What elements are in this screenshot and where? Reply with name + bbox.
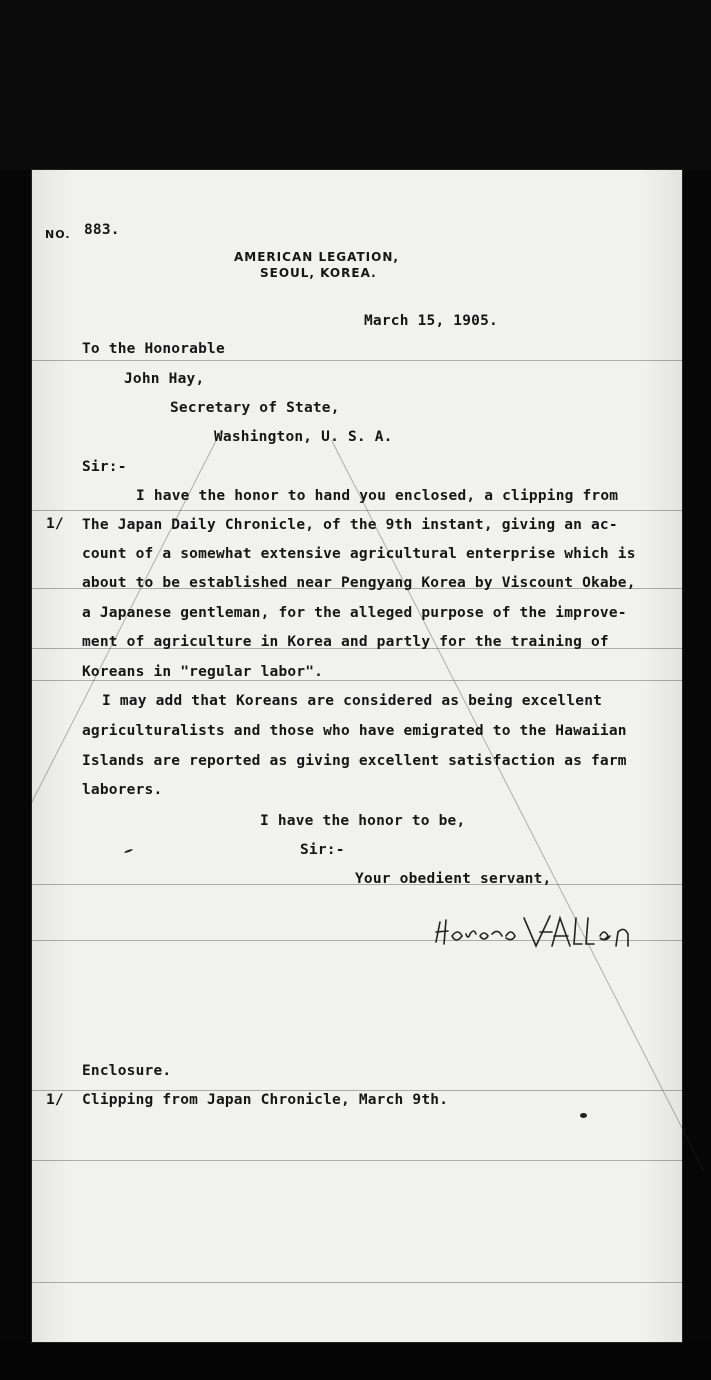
enclosure-label: Enclosure. [82,1063,172,1079]
body-line: about to be established near Pengyang Korea by Viscount Okabe, [82,575,636,591]
addressee-line: To the Honorable [82,341,225,357]
closing-line: I have the honor to be, [260,813,466,829]
closing-line: Your obedient servant, [355,871,552,887]
enclosure-item: Clipping from Japan Chronicle, March 9th. [82,1092,449,1108]
body-line: The Japan Daily Chronicle, of the 9th instant, giving an ac- [82,517,618,533]
body-line: a Japanese gentleman, for the alleged purpose of the improve- [82,605,627,621]
handwritten-signature [432,912,672,952]
legation-name: AMERICAN LEGATION, [234,250,399,264]
page-rule [32,680,682,681]
body-line: count of a somewhat extensive agricultural enterprise which is [82,546,636,562]
page-rule [32,1282,682,1283]
addressee-name: John Hay, [124,371,205,387]
page-rule [32,1160,682,1161]
letter-number-label: NO. [45,228,71,241]
body-line: ment of agriculture in Korea and partly for the training of [82,634,609,650]
scan-top-margin [0,0,711,170]
margin-note: 1/ [46,516,64,532]
addressee-title: Secretary of State, [170,400,340,416]
page-rule [32,1090,682,1091]
letter-number: 883. [84,222,120,238]
body-line: laborers. [82,782,163,798]
enclosure-marker: 1/ [46,1092,64,1108]
letter-page [32,170,682,1342]
legation-location: SEOUL, KOREA. [260,266,377,280]
body-line: I have the honor to hand you enclosed, a clipping from [136,488,619,504]
page-rule [32,360,682,361]
body-line: agriculturalists and those who have emigrated to the Hawaiian [82,723,627,739]
body-line: Koreans in "regular labor". [82,664,324,680]
letter-date: March 15, 1905. [364,313,498,329]
closing-line: Sir:- [300,842,345,858]
ink-speck [580,1113,587,1118]
addressee-place: Washington, U. S. A. [214,429,393,445]
ink-speck [124,849,133,854]
body-line: I may add that Koreans are considered as being excellent [102,693,603,709]
body-line: Islands are reported as giving excellent satisfaction as farm [82,753,627,769]
page-rule [32,510,682,511]
salutation: Sir:- [82,459,127,475]
scan-bottom-margin [0,1342,711,1380]
